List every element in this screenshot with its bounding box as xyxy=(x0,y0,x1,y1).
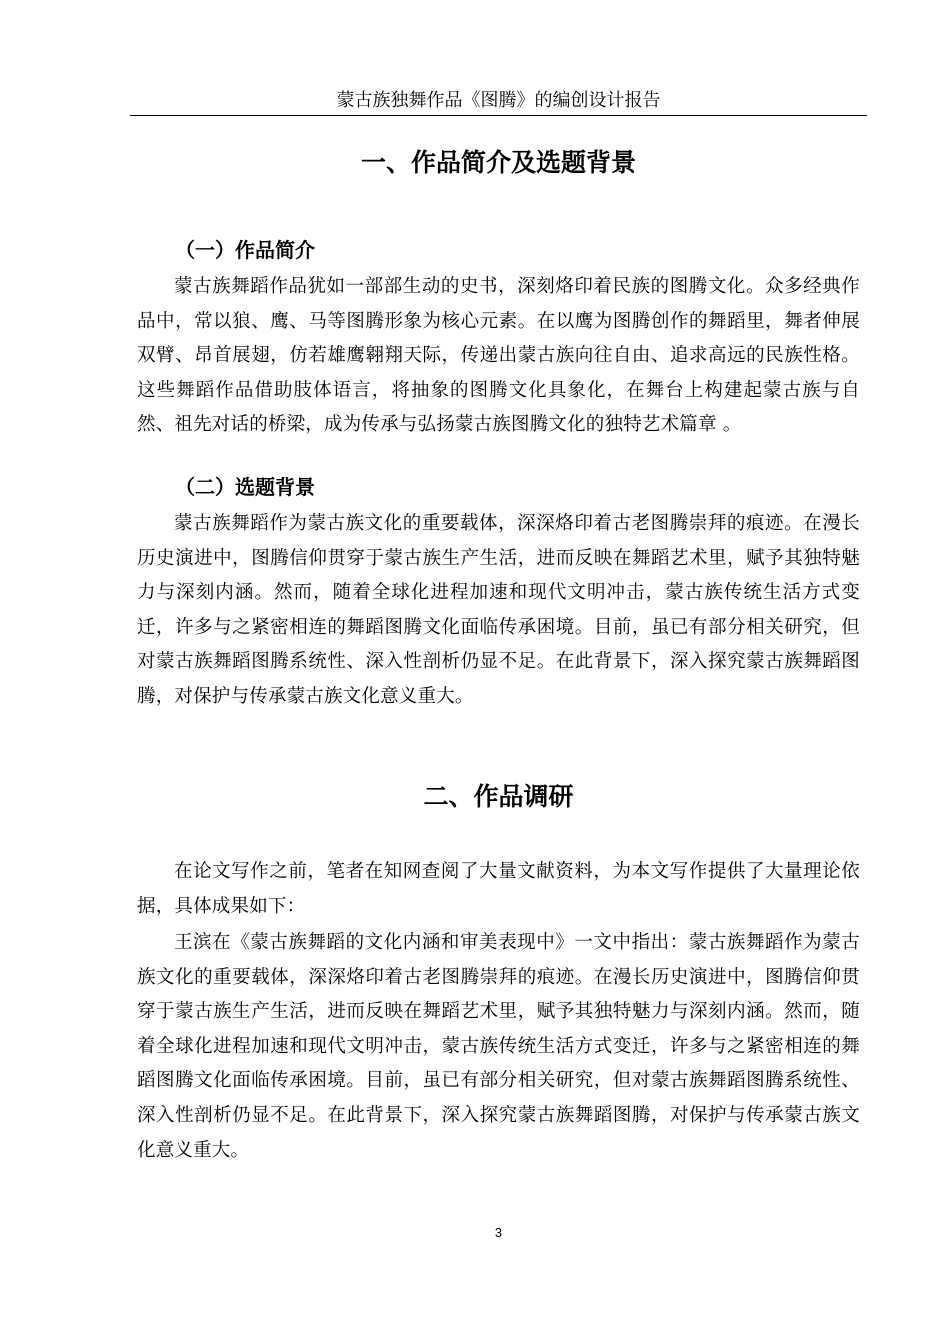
page-number: 3 xyxy=(494,1225,503,1240)
subsection-1-2-paragraph: 蒙古族舞蹈作为蒙古族文化的重要载体，深深烙印着古老图腾崇拜的痕迹。在漫长历史演进中，图腾信仰贯穿于蒙古族生产生活，进而反映在舞蹈艺术里，赋予其独特魅力与深刻内涵。然而，随着全球化进程加速和现代文明冲击，蒙古族传统生活方式变迁，许多与之紧密相连的舞蹈图腾文化面临传承困境。目前，虽已有部分相关研究，但对蒙古族舞蹈图腾系统性、深入性剖析仍显不足。在此背景下，深入探究蒙古族舞蹈图腾，对保护与传承蒙古族文化意义重大。 xyxy=(137,513,860,707)
header-rule xyxy=(130,115,867,116)
running-header: 蒙古族独舞作品《图腾》的编创设计报告 xyxy=(336,90,661,111)
subsection-1-1-heading: （一）作品简介 xyxy=(175,238,315,262)
section-2-paragraph-2: 王滨在《蒙古族舞蹈的文化内涵和审美表现中》一文中指出：蒙古族舞蹈作为蒙古族文化的重要载体，深深烙印着古老图腾崇拜的痕迹。在漫长历史演进中，图腾信仰贯穿于蒙古族生产生活，进而反映在舞蹈艺术里，赋予其独特魅力与深刻内涵。然而，随着全球化进程加速和现代文明冲击，蒙古族传统生活方式变迁，许多与之紧密相连的舞蹈图腾文化面临传承困境。目前，虽已有部分相关研究，但对蒙古族舞蹈图腾系统性、深入性剖析仍显不足。在此背景下，深入探究蒙古族舞蹈图腾，对保护与传承蒙古族文化意义重大。 xyxy=(137,932,860,1161)
subsection-1-2-heading: （二）选题背景 xyxy=(175,475,315,499)
section-1-heading: 一、作品简介及选题背景 xyxy=(360,148,636,177)
section-2-paragraph-1: 在论文写作之前，笔者在知网查阅了大量文献资料，为本文写作提供了大量理论依据，具体成果如下： xyxy=(137,861,860,917)
subsection-1-1-paragraph: 蒙古族舞蹈作品犹如一部部生动的史书，深刻烙印着民族的图腾文化。众多经典作品中，常以狼、鹰、马等图腾形象为核心元素。在以鹰为图腾创作的舞蹈里，舞者伸展双臂、昂首展翅，仿若雄鹰翱翔天际，传递出蒙古族向往自由、追求高远的民族性格。这些舞蹈作品借助肢体语言，将抽象的图腾文化具象化，在舞台上构建起蒙古族与自然、祖先对话的桥梁，成为传承与弘扬蒙古族图腾文化的独特艺术篇章 。 xyxy=(137,276,860,436)
section-2-heading: 二、作品调研 xyxy=(423,782,574,811)
